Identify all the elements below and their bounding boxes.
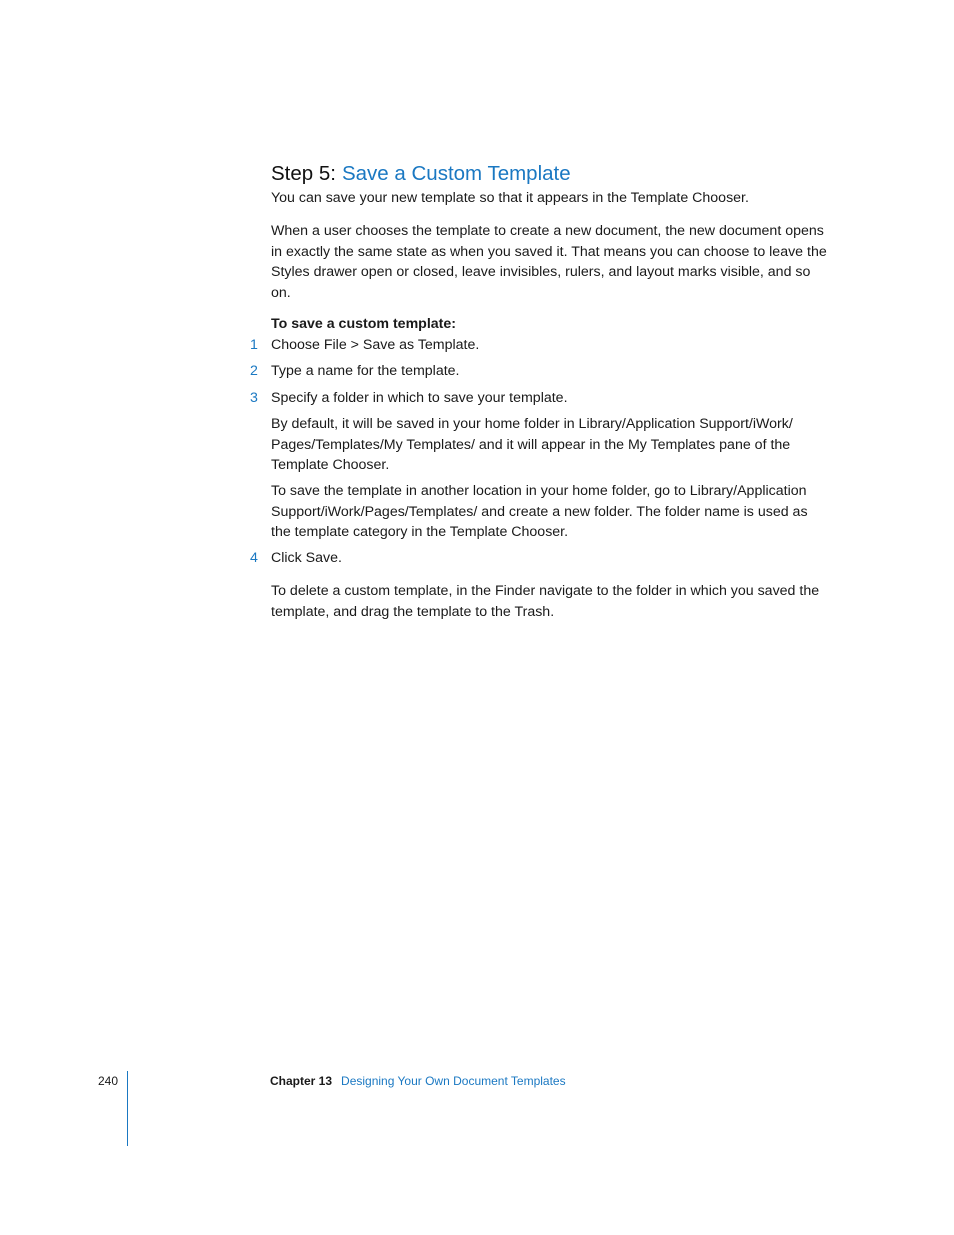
step-text: Click Save. — [271, 550, 342, 566]
step-number: 1 — [250, 337, 258, 353]
procedure-heading: To save a custom template: — [271, 316, 457, 332]
page-number: 240 — [98, 1074, 119, 1088]
closing-paragraph: To delete a custom template, in the Finder navigate to the folder in which you saved the template, and drag the template to the Trash. — [271, 583, 820, 620]
chapter-title: Designing Your Own Document Templates — [341, 1074, 566, 1088]
paragraph-user-choice: When a user chooses the template to create a new document, the new document opens in exactly the same state as when you saved it. That means you can choose to leave the Styles drawer open or closed, leave invisibles, rulers, and layout marks visible, and so on. — [271, 223, 827, 301]
step-3 — [250, 388, 830, 409]
intro-paragraph: You can save your new template so that it appears in the Template Chooser. — [271, 190, 749, 206]
step-text: Specify a folder in which to save your template. — [271, 390, 568, 406]
step-3-note-other-location: To save the template in another location in your home folder, go to Library/Application Support/iWork/Pages/Templates/ and create a new folder. The folder name is used as the template category in the Template Chooser. — [271, 483, 808, 540]
step-number: 2 — [250, 363, 258, 379]
section-title: Save a Custom Template — [341, 162, 571, 185]
step-text: Choose File > Save as Template. — [271, 337, 480, 353]
step-text: Type a name for the template. — [271, 363, 460, 379]
step-1 — [250, 335, 830, 356]
step-2 — [250, 361, 830, 382]
step-number: 4 — [250, 550, 258, 566]
footer-divider — [127, 1071, 128, 1146]
step-4 — [250, 548, 830, 569]
step-label: Step 5: — [271, 162, 336, 185]
chapter-label: Chapter 13 — [270, 1074, 333, 1088]
footer-chapter — [270, 1073, 566, 1089]
section-heading — [271, 160, 571, 188]
step-3-note-default-location: By default, it will be saved in your home folder in Library/Application Support/iWork/ Pages/Templates/My Templates/ and it will appear in the My Templates pane of the Template Chooser. — [271, 416, 793, 473]
step-number: 3 — [250, 390, 258, 406]
